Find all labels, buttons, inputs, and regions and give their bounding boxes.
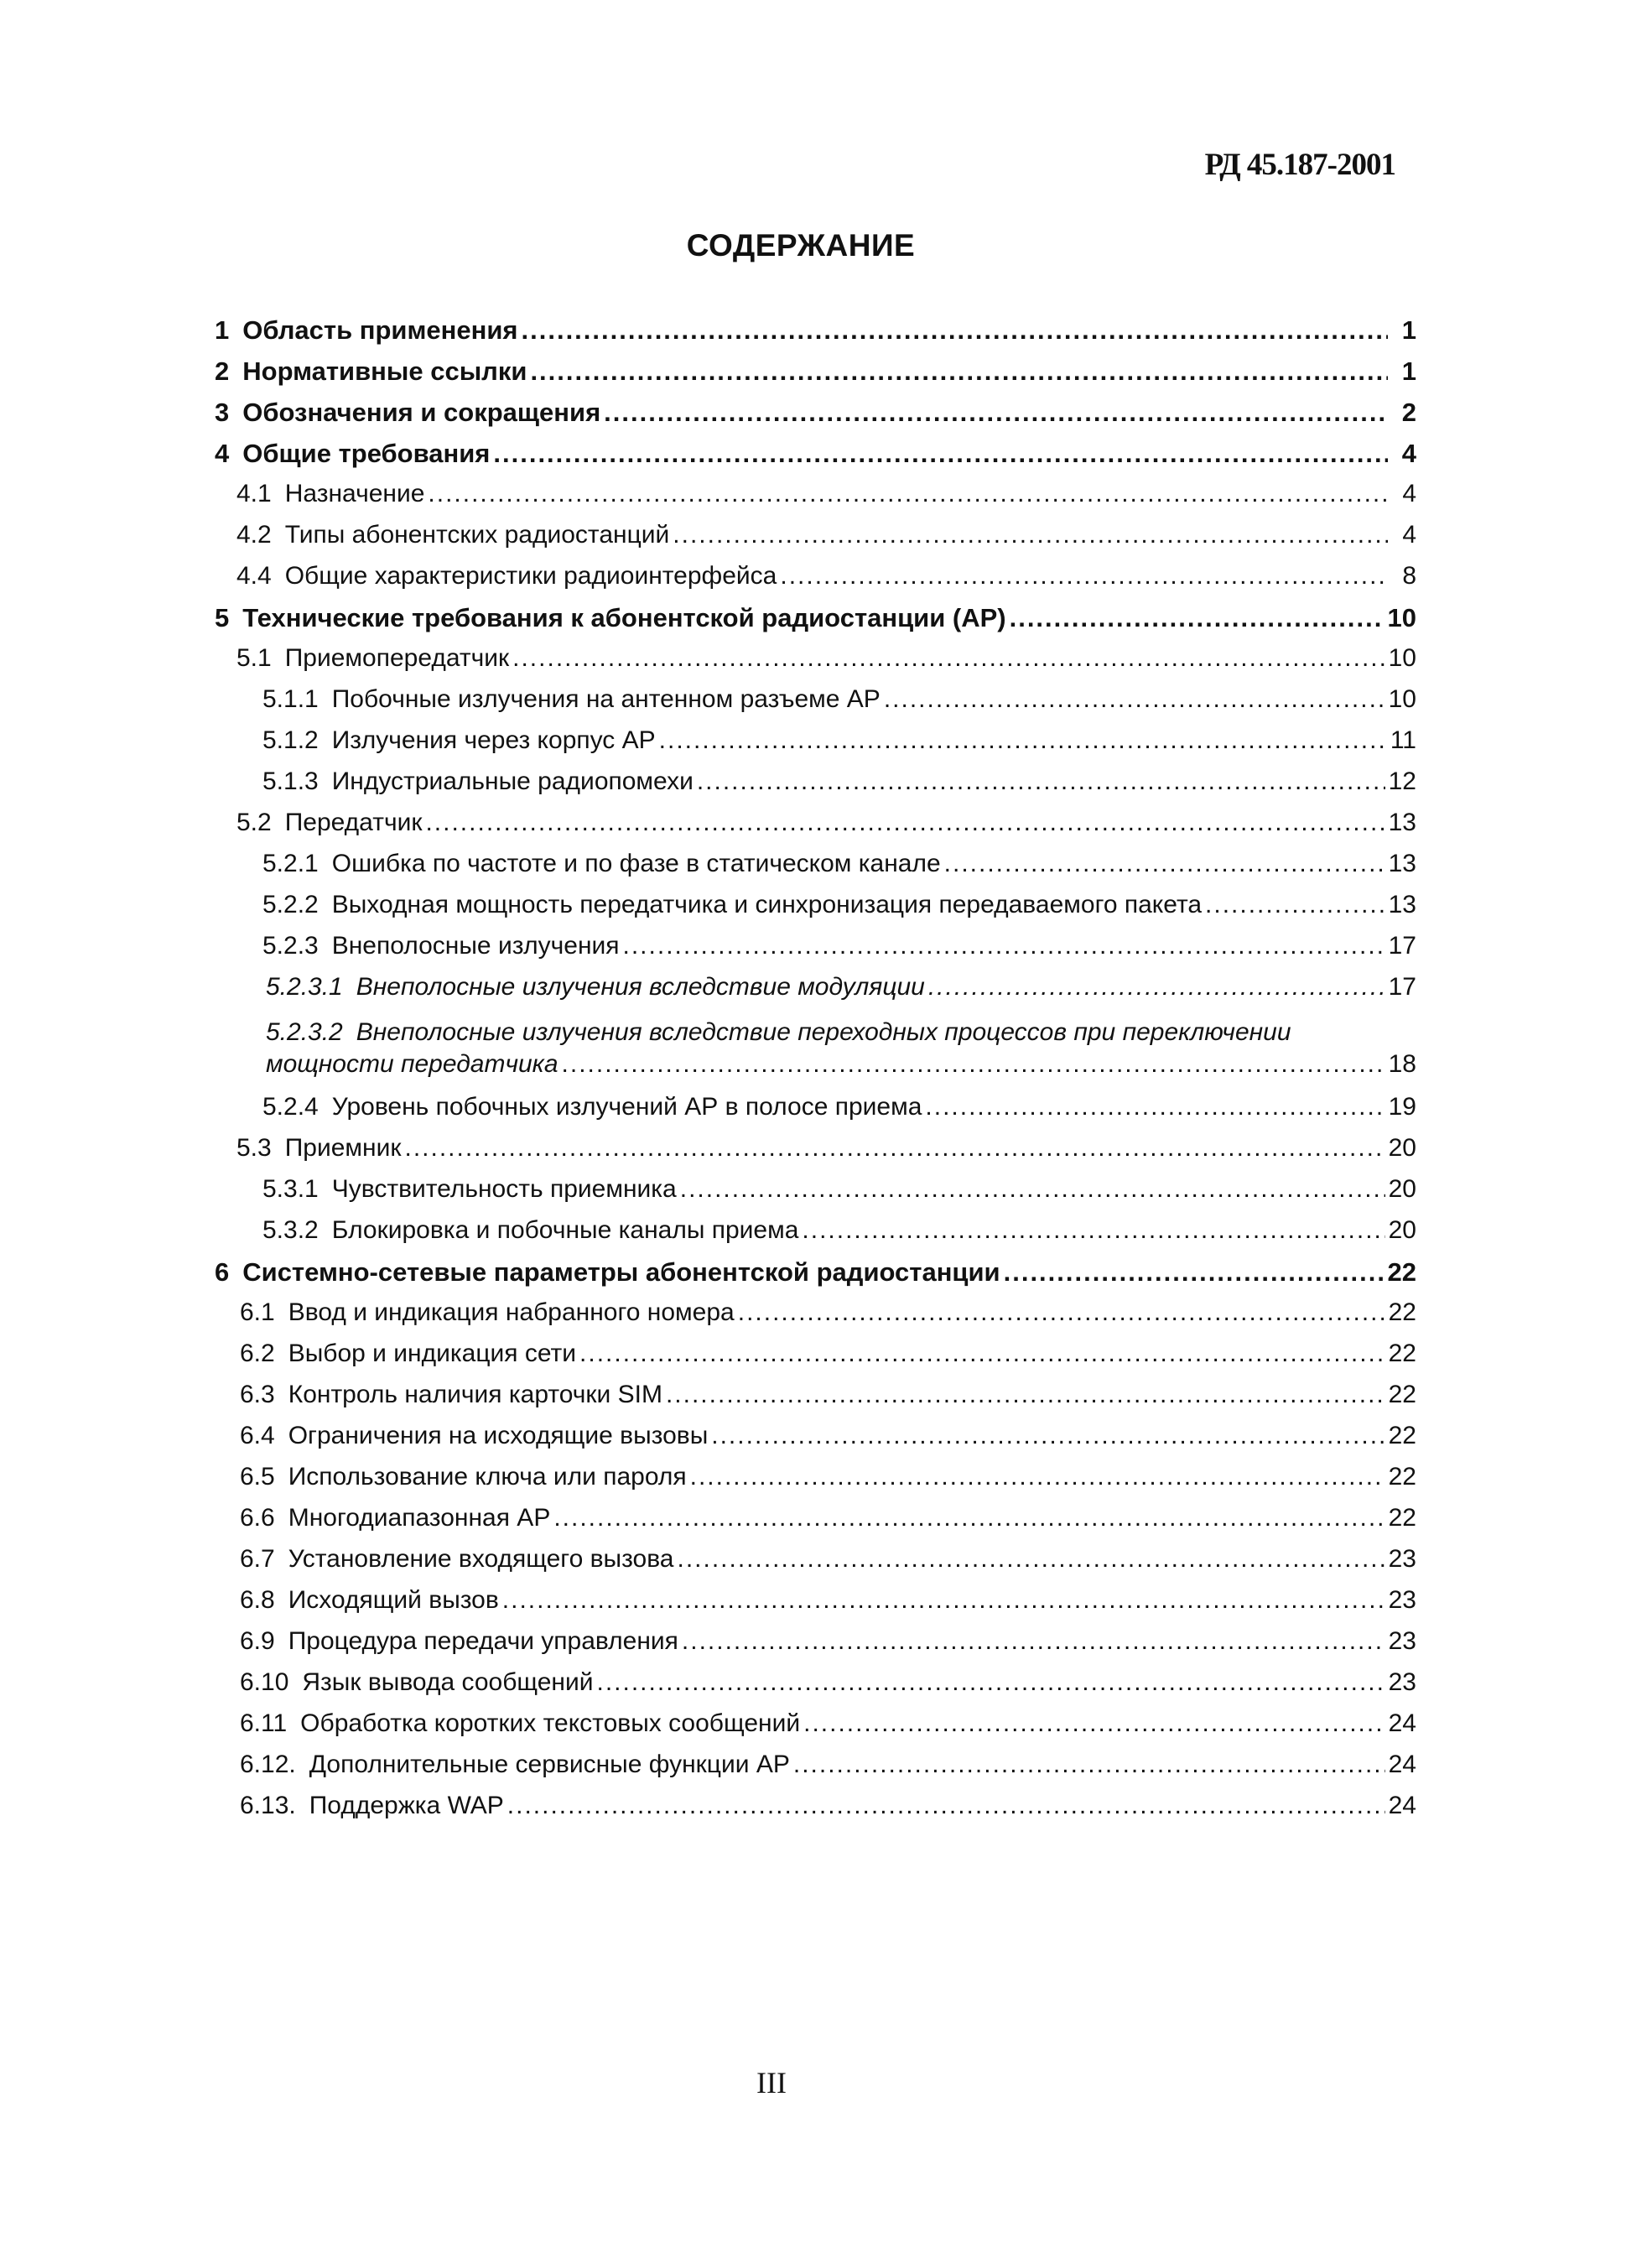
toc-page: 17 xyxy=(1388,932,1416,960)
toc-title: Побочные излучения на антенном разъеме АР xyxy=(331,685,881,713)
leader-dots xyxy=(579,1340,1385,1368)
leader-dots xyxy=(659,726,1387,755)
toc-page: 10 xyxy=(1388,685,1416,713)
leader-dots xyxy=(802,1216,1384,1245)
page-title: СОДЕРЖАНИЕ xyxy=(686,228,916,263)
leader-dots xyxy=(666,1381,1385,1409)
toc-entry-6-6[interactable] xyxy=(215,1504,1416,1545)
toc-number: 5.1.3 xyxy=(262,767,319,795)
toc-number: 6.11 xyxy=(240,1709,288,1737)
leader-dots xyxy=(928,973,1385,1002)
toc-entry-6-11[interactable] xyxy=(215,1709,1416,1751)
toc-title: Нормативные ссылки xyxy=(242,356,527,386)
toc-page: 22 xyxy=(1388,1422,1416,1449)
toc-title: Контроль наличия карточки SIM xyxy=(288,1381,662,1408)
toc-entry-5-2-3-1[interactable] xyxy=(215,973,1416,1014)
toc-number: 2 xyxy=(215,356,230,386)
toc-title-line1 xyxy=(266,1014,1416,1050)
toc-page: 22 xyxy=(1388,1340,1416,1367)
toc-number: 5.2.3 xyxy=(262,932,319,960)
toc-title: Внеполосные излучения xyxy=(331,932,620,960)
toc-entry-6-4[interactable] xyxy=(215,1422,1416,1463)
leader-dots xyxy=(604,398,1388,428)
toc-entry-5-3-2[interactable] xyxy=(215,1216,1416,1257)
toc-title: Уровень побочных излучений АР в полосе приема xyxy=(331,1093,922,1121)
toc-number: 6.1 xyxy=(240,1298,275,1326)
toc-number: 4 xyxy=(215,439,230,468)
toc-page: 13 xyxy=(1388,891,1416,918)
leader-dots xyxy=(690,1463,1385,1491)
toc-entry-6-5[interactable] xyxy=(215,1463,1416,1504)
toc-entry-6-9[interactable] xyxy=(215,1627,1416,1668)
toc-title: Область применения xyxy=(242,315,518,345)
toc-title: Ограничения на исходящие вызовы xyxy=(288,1422,709,1449)
toc-page: 17 xyxy=(1388,973,1416,1001)
toc-page: 8 xyxy=(1402,562,1416,590)
leader-dots xyxy=(597,1668,1385,1697)
toc-entry-4[interactable] xyxy=(215,439,1416,480)
toc-page: 23 xyxy=(1388,1627,1416,1655)
toc-entry-4-2[interactable] xyxy=(215,521,1416,562)
table-of-contents xyxy=(215,315,1416,1833)
toc-number: 6.4 xyxy=(240,1422,275,1449)
toc-title: Системно-сетевые параметры абонентской радиостанции xyxy=(242,1257,1000,1287)
toc-title: Внеполосные излучения вследствие переходных процессов при переключении xyxy=(356,1018,1291,1046)
toc-entry-4-1[interactable] xyxy=(215,480,1416,521)
toc-page: 19 xyxy=(1388,1093,1416,1121)
toc-entry-5-1-2[interactable] xyxy=(215,726,1416,767)
leader-dots xyxy=(682,1627,1385,1656)
leader-dots xyxy=(425,809,1384,837)
toc-page: 24 xyxy=(1388,1792,1416,1819)
toc-entry-5-1-1[interactable] xyxy=(215,685,1416,726)
toc-title: Приемник xyxy=(284,1134,402,1162)
toc-number: 5.2.2 xyxy=(262,891,319,918)
toc-entry-5[interactable] xyxy=(215,603,1416,644)
leader-dots xyxy=(1205,891,1385,919)
toc-title: Общие характеристики радиоинтерфейса xyxy=(284,562,777,590)
leader-dots xyxy=(944,850,1385,878)
toc-page: 22 xyxy=(1388,1504,1416,1532)
toc-title: Излучения через корпус АР xyxy=(331,726,656,754)
toc-entry-6-10[interactable] xyxy=(215,1668,1416,1709)
leader-dots xyxy=(428,480,1388,508)
toc-page: 10 xyxy=(1387,603,1416,632)
toc-title: Исходящий вызов xyxy=(288,1586,499,1614)
toc-number: 3 xyxy=(215,398,230,427)
toc-page: 20 xyxy=(1388,1175,1416,1203)
toc-page: 23 xyxy=(1388,1668,1416,1696)
toc-title: Использование ключа или пароля xyxy=(288,1463,687,1491)
toc-title: Поддержка WAP xyxy=(309,1792,504,1819)
leader-dots xyxy=(1010,603,1384,633)
toc-entry-6-1[interactable] xyxy=(215,1298,1416,1340)
toc-entry-5-1[interactable] xyxy=(215,644,1416,685)
toc-entry-5-2-4[interactable] xyxy=(215,1093,1416,1134)
toc-page: 4 xyxy=(1402,521,1416,549)
toc-title: Передатчик xyxy=(284,809,423,836)
toc-title: Назначение xyxy=(284,480,425,507)
toc-page: 23 xyxy=(1388,1586,1416,1614)
toc-entry-2[interactable] xyxy=(215,356,1416,398)
toc-number: 4.1 xyxy=(236,480,272,507)
toc-page: 13 xyxy=(1388,850,1416,877)
leader-dots xyxy=(738,1298,1385,1327)
toc-entry-5-2[interactable] xyxy=(215,809,1416,850)
leader-dots xyxy=(711,1422,1384,1450)
toc-page: 23 xyxy=(1388,1545,1416,1573)
toc-number: 6.12. xyxy=(240,1751,296,1778)
leader-dots xyxy=(925,1093,1384,1121)
toc-title: Язык вывода сообщений xyxy=(302,1668,594,1696)
toc-title: Приемопередатчик xyxy=(284,644,510,672)
toc-title: Ошибка по частоте и по фазе в статическом канале xyxy=(331,850,941,877)
toc-entry-6-3[interactable] xyxy=(215,1381,1416,1422)
leader-dots xyxy=(673,521,1388,549)
toc-number: 1 xyxy=(215,315,230,345)
toc-entry-3[interactable] xyxy=(215,398,1416,439)
toc-number: 6.7 xyxy=(240,1545,275,1573)
leader-dots xyxy=(1004,1257,1384,1288)
toc-entry-5-2-3-2[interactable] xyxy=(215,1014,1416,1093)
toc-title: Внеполосные излучения вследствие модуляции xyxy=(356,973,925,1001)
toc-page: 24 xyxy=(1388,1709,1416,1737)
toc-title: Обработка коротких текстовых сообщений xyxy=(300,1709,801,1737)
toc-entry-5-3[interactable] xyxy=(215,1134,1416,1175)
toc-page: 1 xyxy=(1401,356,1416,386)
toc-number: 5.2.1 xyxy=(262,850,319,877)
leader-dots xyxy=(697,767,1385,796)
toc-title: Выбор и индикация сети xyxy=(288,1340,577,1367)
toc-entry-5-1-3[interactable] xyxy=(215,767,1416,809)
toc-entry-6-13[interactable] xyxy=(215,1792,1416,1833)
toc-title: Установление входящего вызова xyxy=(288,1545,674,1573)
leader-dots xyxy=(623,932,1385,960)
toc-number: 6 xyxy=(215,1257,230,1287)
toc-title: Дополнительные сервисные функции АР xyxy=(309,1751,790,1778)
leader-dots xyxy=(522,315,1389,346)
toc-title-line2 xyxy=(266,1050,1416,1091)
toc-page: 2 xyxy=(1401,398,1416,427)
toc-page: 22 xyxy=(1388,1381,1416,1408)
toc-title: Многодиапазонная АР xyxy=(288,1504,551,1532)
document-code: РД 45.187-2001 xyxy=(1204,148,1395,182)
toc-number: 5.1 xyxy=(236,644,272,672)
toc-title: Чувствительность приемника xyxy=(331,1175,677,1203)
toc-title: Индустриальные радиопомехи xyxy=(331,767,694,795)
toc-number: 6.3 xyxy=(240,1381,275,1408)
leader-dots xyxy=(780,562,1388,591)
toc-title: Блокировка и побочные каналы приема xyxy=(331,1216,799,1244)
leader-dots xyxy=(803,1709,1385,1738)
toc-entry-6[interactable] xyxy=(215,1257,1416,1298)
toc-number: 5.3 xyxy=(236,1134,272,1162)
toc-entry-6-8[interactable] xyxy=(215,1586,1416,1627)
toc-page: 4 xyxy=(1402,480,1416,507)
leader-dots xyxy=(678,1545,1385,1574)
toc-page: 13 xyxy=(1388,809,1416,836)
toc-title-continuation: мощности передатчика xyxy=(266,1050,558,1078)
toc-number: 6.5 xyxy=(240,1463,275,1491)
toc-entry-5-2-3[interactable] xyxy=(215,932,1416,973)
toc-page: 4 xyxy=(1401,439,1416,468)
toc-entry-6-7[interactable] xyxy=(215,1545,1416,1586)
leader-dots xyxy=(884,685,1385,714)
toc-entry-4-4[interactable] xyxy=(215,562,1416,603)
toc-number: 5.2.3.1 xyxy=(266,973,343,1001)
toc-entry-5-3-1[interactable] xyxy=(215,1175,1416,1216)
toc-page: 20 xyxy=(1388,1216,1416,1244)
toc-number: 6.8 xyxy=(240,1586,275,1614)
toc-number: 5.3.2 xyxy=(262,1216,319,1244)
toc-page: 20 xyxy=(1388,1134,1416,1162)
leader-dots xyxy=(530,356,1388,387)
toc-number: 5.2.3.2 xyxy=(266,1018,343,1046)
toc-title: Ввод и индикация набранного номера xyxy=(288,1298,735,1326)
toc-page: 11 xyxy=(1390,726,1416,754)
toc-page: 1 xyxy=(1401,315,1416,345)
toc-number: 6.6 xyxy=(240,1504,275,1532)
toc-number: 5.1.1 xyxy=(262,685,319,713)
leader-dots xyxy=(680,1175,1385,1204)
toc-number: 5.3.1 xyxy=(262,1175,319,1203)
toc-entry-1[interactable] xyxy=(215,315,1416,356)
leader-dots xyxy=(562,1050,1385,1079)
toc-entry-6-2[interactable] xyxy=(215,1340,1416,1381)
toc-number: 6.9 xyxy=(240,1627,275,1655)
leader-dots xyxy=(493,439,1388,469)
toc-entry-5-2-2[interactable] xyxy=(215,891,1416,932)
toc-page: 10 xyxy=(1388,644,1416,672)
toc-page: 22 xyxy=(1388,1298,1416,1326)
leader-dots xyxy=(553,1504,1384,1532)
leader-dots xyxy=(404,1134,1384,1163)
toc-page: 12 xyxy=(1388,767,1416,795)
toc-title: Процедура передачи управления xyxy=(288,1627,678,1655)
leader-dots xyxy=(512,644,1384,673)
toc-number: 6.13. xyxy=(240,1792,296,1819)
toc-number: 6.10 xyxy=(240,1668,289,1696)
toc-number: 6.2 xyxy=(240,1340,275,1367)
toc-number: 5.2.4 xyxy=(262,1093,319,1121)
toc-page: 18 xyxy=(1388,1050,1416,1078)
toc-title: Технические требования к абонентской радиостанции (АР) xyxy=(242,603,1006,632)
toc-title: Выходная мощность передатчика и синхронизация передаваемого пакета xyxy=(331,891,1203,918)
toc-entry-5-2-1[interactable] xyxy=(215,850,1416,891)
toc-number: 5.1.2 xyxy=(262,726,319,754)
leader-dots xyxy=(502,1586,1385,1615)
toc-entry-6-12[interactable] xyxy=(215,1751,1416,1792)
toc-title: Типы абонентских радиостанций xyxy=(284,521,670,549)
toc-page: 22 xyxy=(1388,1463,1416,1491)
toc-page: 24 xyxy=(1388,1751,1416,1778)
toc-number: 4.4 xyxy=(236,562,272,590)
toc-number: 5 xyxy=(215,603,230,632)
page-number: III xyxy=(756,2066,787,2099)
leader-dots xyxy=(793,1751,1385,1779)
toc-page: 22 xyxy=(1387,1257,1416,1287)
toc-title: Общие требования xyxy=(242,439,491,468)
leader-dots xyxy=(507,1792,1385,1820)
toc-number: 5.2 xyxy=(236,809,272,836)
toc-title: Обозначения и сокращения xyxy=(242,398,601,427)
toc-number: 4.2 xyxy=(236,521,272,549)
